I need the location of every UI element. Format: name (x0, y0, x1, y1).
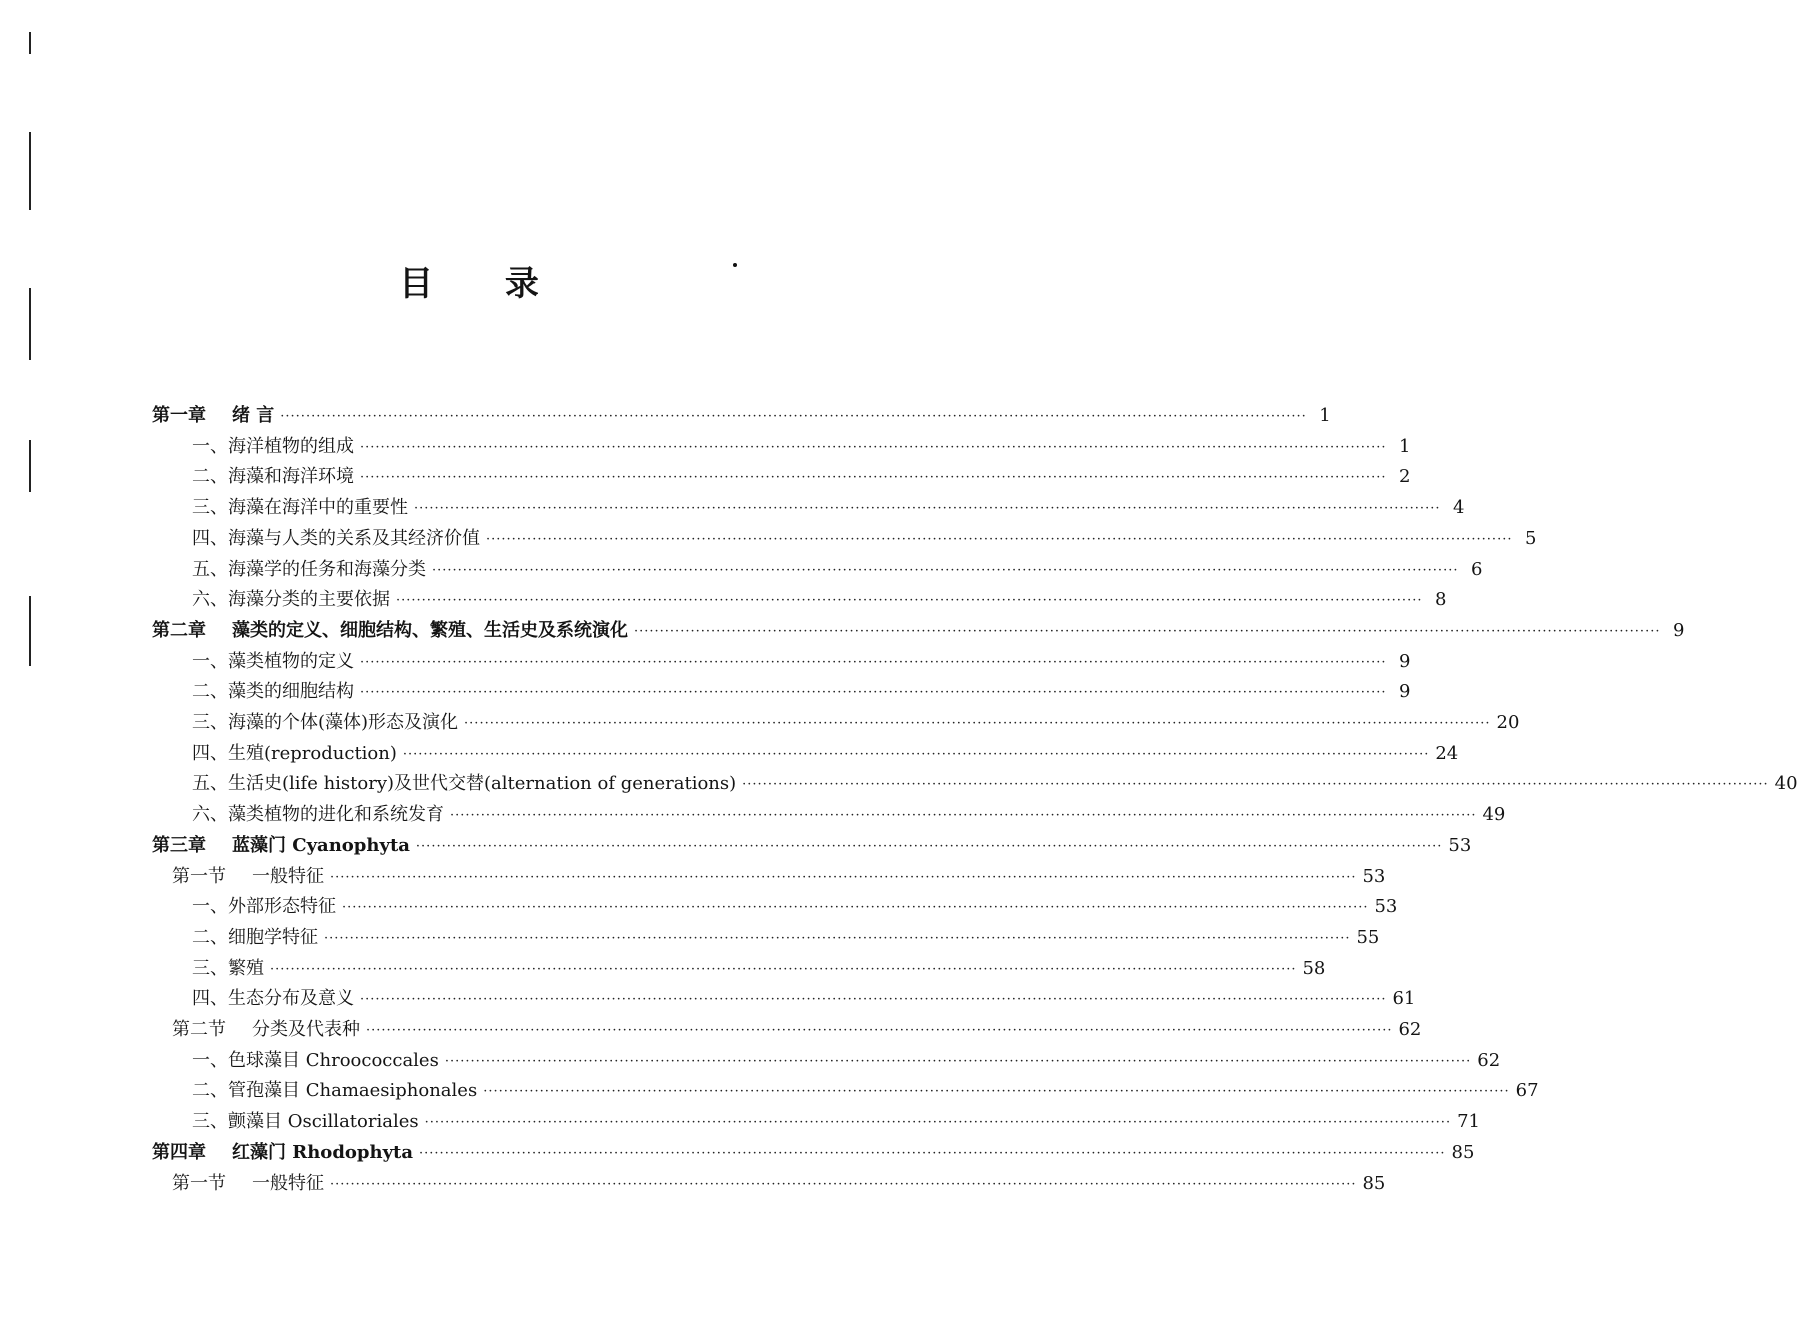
toc-dot-leader: ········································································································································································································ (464, 716, 1491, 731)
toc-entry-title: 分类及代表种 (252, 1019, 360, 1040)
toc-entry-title: 红藻门 Rhodophyta (232, 1141, 414, 1163)
toc-item-row (192, 893, 1398, 921)
toc-page-number: 6 (1471, 558, 1483, 580)
toc-item-row (192, 678, 1411, 706)
toc-chapter-row (152, 402, 1331, 430)
toc-page-number: 24 (1435, 742, 1459, 764)
toc-page-number: 53 (1362, 865, 1386, 887)
toc-dot-leader: ········································································································································································································ (486, 531, 1513, 547)
toc-entry-label (152, 1139, 413, 1167)
toc-item-row (192, 985, 1416, 1013)
toc-item-row (192, 955, 1326, 983)
toc-section-row (172, 1170, 1386, 1198)
toc-dot-leader: ········································································································································································································ (280, 409, 1307, 424)
toc-dot-leader: ········································································································································································································ (360, 685, 1387, 701)
toc-dot-leader: ········································································································································································································ (634, 623, 1661, 639)
toc-dot-leader: ········································································································································································································ (324, 930, 1351, 946)
toc-entry-label (192, 1047, 439, 1075)
toc-entry-label (192, 740, 397, 768)
toc-entry-title: 二、藻类的细胞结构 (192, 681, 354, 703)
toc-entry-label (152, 402, 274, 430)
toc-entry-label (192, 1108, 419, 1136)
toc-entry-label (192, 955, 264, 983)
toc-entry-label (172, 1170, 324, 1198)
toc-entry-title: 一般特征 (252, 1172, 324, 1194)
toc-item-row (192, 648, 1411, 676)
toc-dot-leader: ········································································································································································································ (415, 838, 1443, 854)
toc-entry-title: 六、海藻分类的主要依据 (192, 589, 390, 611)
toc-item-row (192, 924, 1380, 952)
toc-dot-leader: ········································································································································································································ (402, 746, 1430, 762)
toc-item-row (192, 740, 1459, 768)
toc-entry-label (192, 709, 458, 737)
toc-dot-leader: ········································································································································································································ (360, 654, 1387, 670)
toc-page-number: 62 (1398, 1019, 1422, 1040)
scan-artifact-line (29, 132, 31, 210)
toc-item-row (192, 1047, 1501, 1075)
toc-page-number: 2 (1399, 466, 1411, 488)
toc-entry-title: 二、海藻和海洋环境 (192, 466, 354, 488)
toc-entry-label (192, 770, 736, 798)
toc-page-number: 49 (1482, 804, 1506, 826)
toc-dot-leader: ········································································································································································································ (414, 501, 1441, 517)
toc-dot-leader: ········································································································································································································ (360, 992, 1387, 1008)
toc-entry-title: 四、生殖(reproduction) (192, 742, 397, 764)
toc-entry-title: 三、繁殖 (192, 957, 264, 979)
toc-entry-label (192, 433, 354, 461)
toc-item-row (192, 433, 1411, 461)
scan-artifact-line (29, 440, 31, 492)
toc-entry-title: 一、藻类植物的定义 (192, 650, 354, 672)
toc-page-number: 55 (1356, 926, 1380, 948)
toc-page-number: 8 (1435, 589, 1447, 611)
toc-page-number: 67 (1515, 1080, 1539, 1102)
toc-item-row (192, 1108, 1480, 1136)
toc-entry-label (192, 985, 354, 1013)
toc-dot-leader: ········································································································································································································ (366, 1023, 1393, 1038)
toc-page-number: 9 (1673, 619, 1685, 641)
toc-dot-leader: ········································································································································································································ (742, 777, 1769, 793)
toc-entry-title: 藻类的定义、细胞结构、繁殖、生活史及系统演化 (232, 619, 628, 641)
toc-page-number: 1 (1399, 435, 1411, 457)
toc-entry-title: 一般特征 (252, 865, 324, 887)
toc-entry-label (192, 494, 408, 522)
toc-entry-title: 三、颤藻目 Oscillatoriales (192, 1111, 419, 1133)
toc-page-number: 9 (1399, 681, 1411, 703)
toc-dot-leader: ········································································································································································································ (432, 562, 1459, 578)
toc-entry-title: 四、海藻与人类的关系及其经济价值 (192, 527, 480, 549)
toc-entry-label (192, 924, 318, 952)
toc-entry-title: 二、管孢藻目 Chamaesiphonales (192, 1080, 478, 1102)
scan-artifact-line (29, 596, 31, 666)
toc-dot-leader: ········································································································································································································ (396, 593, 1423, 609)
toc-entry-label (192, 1077, 477, 1105)
toc-entry-label (152, 832, 410, 860)
toc-dot-leader: ········································································································································································································ (419, 1145, 1446, 1161)
toc-entry-label (192, 463, 354, 491)
toc-section-row (172, 1016, 1422, 1044)
toc-entry-label (192, 525, 480, 553)
toc-page-number: 20 (1496, 712, 1520, 733)
toc-item-row (192, 801, 1506, 829)
toc-item-row (192, 556, 1483, 584)
toc-entry-label (172, 863, 324, 891)
toc-item-row (192, 463, 1411, 491)
toc-entry-label (192, 648, 354, 676)
toc-entry-title: 一、外部形态特征 (192, 896, 336, 918)
toc-dot-leader: ········································································································································································································ (360, 470, 1387, 486)
toc-entry-number: 第一章 (152, 405, 206, 426)
toc-dot-leader: ········································································································································································································ (330, 869, 1357, 885)
toc-entry-title: 蓝藻门 Cyanophyta (232, 834, 410, 856)
toc-page-number: 53 (1374, 896, 1398, 918)
toc-entry-label (152, 617, 628, 645)
toc-entry-title: 二、细胞学特征 (192, 926, 318, 948)
toc-dot-leader: ········································································································································································································ (342, 900, 1369, 916)
toc-entry-label (192, 893, 336, 921)
toc-item-row (192, 1077, 1539, 1105)
toc-chapter-row (152, 617, 1685, 645)
toc-page-number: 85 (1362, 1172, 1386, 1194)
toc-page-number: 53 (1448, 834, 1472, 856)
toc-entry-title: 三、海藻的个体(藻体)形态及演化 (192, 712, 459, 733)
toc-item-row (192, 709, 1520, 737)
toc-entry-number: 第一节 (172, 1172, 226, 1194)
toc-page-number: 40 (1774, 773, 1798, 795)
toc-page-number: 9 (1399, 650, 1411, 672)
toc-entry-title: 六、藻类植物的进化和系统发育 (192, 804, 444, 826)
toc-dot-leader: ········································································································································································································ (270, 961, 1297, 977)
toc-chapter-row (152, 1139, 1475, 1167)
toc-entry-number: 第二节 (172, 1019, 226, 1040)
toc-page-number: 71 (1457, 1111, 1480, 1133)
toc-entry-number: 第四章 (152, 1141, 206, 1163)
toc-entry-title: 一、色球藻目 Chroococcales (192, 1049, 439, 1071)
toc-page-number: 5 (1525, 527, 1537, 549)
toc-entry-title: 三、海藻在海洋中的重要性 (192, 497, 408, 519)
toc-page-number: 85 (1451, 1141, 1475, 1163)
toc-page-number: 1 (1319, 405, 1331, 426)
toc-page-number: 62 (1477, 1049, 1501, 1071)
toc-dot-leader: ········································································································································································································ (483, 1084, 1510, 1100)
toc-entry-title: 一、海洋植物的组成 (192, 435, 354, 457)
toc-item-row (192, 494, 1465, 522)
toc-item-row (192, 770, 1798, 798)
toc-entry-number: 第二章 (152, 619, 206, 641)
toc-page-number: 61 (1392, 988, 1416, 1010)
toc-entry-title: 五、海藻学的任务和海藻分类 (192, 558, 426, 580)
toc-entry-title: 绪 言 (232, 405, 275, 426)
toc-entry-number: 第三章 (152, 834, 206, 856)
toc-item-row (192, 586, 1447, 614)
toc-entry-title: 五、生活史(life history)及世代交替(alternation of generations) (192, 773, 737, 795)
toc-dot-leader: ········································································································································································································ (424, 1115, 1452, 1131)
toc-page-number: 58 (1302, 957, 1326, 979)
toc-dot-leader: ········································································································································································································ (444, 1053, 1472, 1069)
toc-dot-leader: ········································································································································································································ (330, 1176, 1357, 1192)
toc-entry-label (172, 1016, 360, 1044)
toc-entry-label (192, 678, 354, 706)
toc-entry-label (192, 556, 426, 584)
toc-entry-label (192, 801, 444, 829)
toc-dot-leader: ········································································································································································································ (450, 808, 1477, 824)
toc-entry-label (192, 586, 390, 614)
toc-entry-title: 四、生态分布及意义 (192, 988, 354, 1010)
toc-item-row (192, 525, 1537, 553)
toc-dot-leader: ········································································································································································································ (360, 439, 1387, 455)
toc-chapter-row (152, 832, 1472, 860)
scan-artifact-line (29, 32, 31, 54)
toc-entry-number: 第一节 (172, 865, 226, 887)
page-title: 目 录 (399, 264, 569, 304)
toc-section-row (172, 863, 1386, 891)
toc-page-number: 4 (1453, 497, 1465, 519)
